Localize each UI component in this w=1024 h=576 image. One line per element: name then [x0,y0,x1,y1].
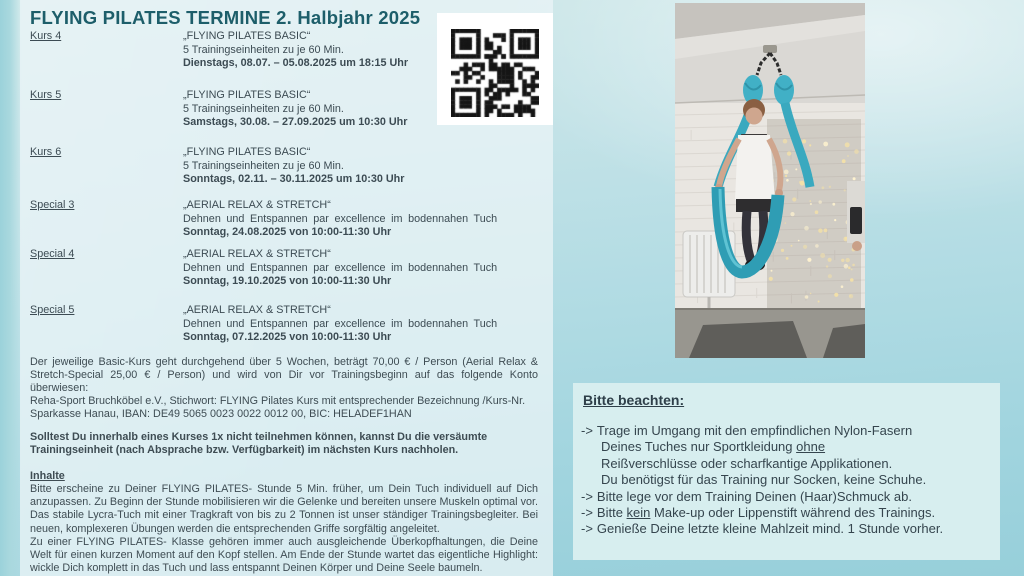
course-units: Dehnen und Entspannen par excellence im bodennahen Tuch [183,261,498,274]
course-label: Kurs 4 [30,30,62,42]
missed-session-paragraph: Solltest Du innerhalb eines Kurses 1x nicht teilnehmen können, kannst Du die versäumte Trainingseinheit (nach Absprache bzw. Verfügbarkeit) im nächsten Kurs nachholen. [30,431,488,457]
qr-code [437,13,553,125]
note-text: Bitte [596,505,627,521]
course-description [183,304,535,345]
course-label: Special 3 [30,199,75,211]
note-text: Du benötigst für das Training nur Socken, keine Schuhe. [601,472,927,488]
note-bullet-1-cont [581,439,990,455]
course-name: „FLYING PILATES BASIC“ [183,146,311,158]
course-name: „AERIAL RELAX & STRETCH“ [183,304,331,316]
bank-info-paragraph: Reha-Sport Bruchköbel e.V., Stichwort: FLYING Pilates Kurs mit entsprechender Bezeichnung /Kurs-Nr. Sparkasse Hanau, IBAN: DE49 5065 0023 0022 0012 00, BIC: HELADEF1HAN [30,395,526,421]
inhalte-paragraph-1: Bitte erscheine zu Deiner FLYING PILATES- Stunde 5 Min. früher, um Dein Tuch individuell auf Dich anzupassen. Zu Beginn der Stunde mobilisieren wir die Gelenke und bereiten unsere Muskeln optimal vor. Das stabile Lycra-Tuch mit einer Tragkraft von bis zu 2 Tonnen ist unser ständiger Trainingsbegleiter. Bei neuen, komplexeren Übungen werden die entsprechenden Griffe sorgfältig angeleitet. [30,483,538,535]
course-units: Dehnen und Entspannen par excellence im bodennahen Tuch [183,317,498,330]
inhalte-heading: Inhalte [30,470,65,482]
course-dates: Dienstags, 08.07. – 05.08.2025 um 18:15 Uhr [183,57,409,70]
course-dates: Sonntag, 24.08.2025 von 10:00-11:30 Uhr [183,226,392,239]
note-text-underlined: ohne [796,439,826,455]
note-text: Reißverschlüsse oder scharfkantige Applikationen. [601,455,893,471]
course-dates: Samstags, 30.08. – 27.09.2025 um 10:30 Uhr [183,116,408,129]
course-description [183,146,535,187]
arrow-bullet: -> [581,521,593,537]
inhalte-paragraph-2: Zu einer FLYING PILATES- Klasse gehören immer auch ausgleichende Überkopfhaltungen, die Deine Welt für einen kurzen Moment auf den Kopf stellen. Am Ende der Stunde wartet das eigentliche Highlight: wickle Dich komplett in das Tuch und lass entspannt Deinen Körper und Deine Seele baumeln. [30,536,538,575]
left-accent-band [0,0,22,576]
note-text: Deines Tuches nur Sportkleidung [601,439,797,455]
note-text: Bitte lege vor dem Training Deinen (Haar)Schmuck ab. [596,488,912,504]
page-title: FLYING PILATES TERMINE 2. Halbjahr 2025 [30,7,421,28]
notes-box [573,383,1000,560]
course-name: „AERIAL RELAX & STRETCH“ [183,248,331,260]
course-units: 5 Trainingseinheiten zu je 60 Min. [183,159,344,172]
arrow-bullet: -> [581,423,593,438]
note-text: Make-up oder Lippenstift während des Trainings. [650,505,936,521]
note-bullet-3 [581,505,990,521]
course-name: „AERIAL RELAX & STRETCH“ [183,199,331,211]
course-label: Special 4 [30,248,75,260]
course-units: 5 Trainingseinheiten zu je 60 Min. [183,43,344,56]
course-label: Kurs 5 [30,89,62,101]
course-description [183,248,535,289]
note-bullet-1-cont [581,456,990,472]
course-units: 5 Trainingseinheiten zu je 60 Min. [183,102,344,115]
aerial-hammock-photo [675,3,865,358]
course-label: Kurs 6 [30,146,62,158]
note-bullet-1 [581,423,990,439]
course-name: „FLYING PILATES BASIC“ [183,89,311,101]
price-info-paragraph: Der jeweilige Basic-Kurs geht durchgehend über 5 Wochen, beträgt 70,00 € / Person (Aerial Relax & Stretch-Special 25,00 € / Person) und wird von Dir vor Trainingsbeginn auf das folgende Konto überwiesen: [30,356,538,395]
course-units: Dehnen und Entspannen par excellence im bodennahen Tuch [183,212,498,225]
note-text: Genieße Deine letzte kleine Mahlzeit mind. 1 Stunde vorher. [596,521,944,537]
note-bullet-2 [581,489,990,505]
course-name: „FLYING PILATES BASIC“ [183,30,311,42]
arrow-bullet: -> [581,488,593,504]
course-label: Special 5 [30,304,75,316]
course-dates: Sonntags, 02.11. – 30.11.2025 um 10:30 Uhr [183,173,405,186]
notes-heading: Bitte beachten: [583,392,685,408]
qr-code-pattern [451,29,539,117]
course-description [183,199,535,240]
note-text-underlined: kein [626,505,651,521]
course-dates: Sonntag, 19.10.2025 von 10:00-11:30 Uhr [183,275,392,288]
note-bullet-4 [581,521,990,537]
course-dates: Sonntag, 07.12.2025 von 10:00-11:30 Uhr [183,331,392,344]
note-text: Trage im Umgang mit den empfindlichen Nylon-Fasern [596,423,913,438]
arrow-bullet: -> [581,505,593,521]
note-bullet-1-cont [581,472,990,488]
